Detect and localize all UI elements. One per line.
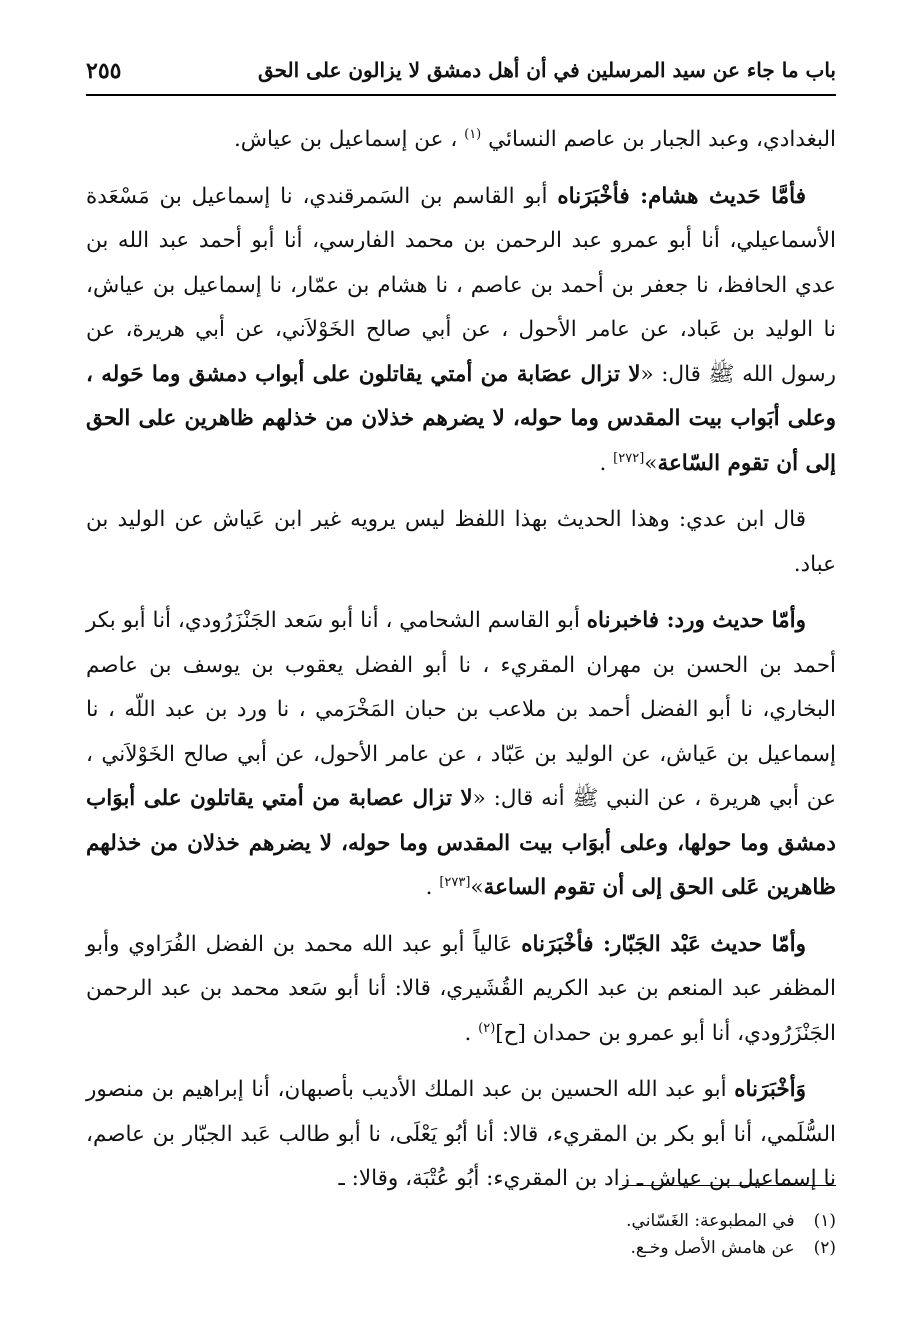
chapter-title: باب ما جاء عن سيد المرسلين في أن أهل دمشق لا يزالون على الحق [257,58,836,82]
page-number: ٢٥٥ [86,58,122,84]
footnote-separator [622,1185,836,1186]
footnotes [300,1208,836,1262]
reference-marker: (١) [464,126,482,142]
reference-marker: [٢٧٣] [439,874,471,890]
reference-marker: [٢٧٢] [613,450,645,466]
main-text [86,118,836,1214]
footnote-text: عن هامش الأصل وخـع. [630,1238,795,1258]
paragraph [86,175,836,487]
paragraph [86,923,836,1057]
footnote-text: في المطبوعة: الغَسّاني. [626,1211,795,1231]
header-rule [86,94,836,96]
text-run: أبو القاسم الشحامي ، أنا أبو سَعد الجَنْزَرُودي، أنا أبو بكر أحمد بن الحسن بن مهران المقريء ، نا أبو الفضل يعقوب بن يوسف بن عاصم البخاري، نا أبو الفضل أحمد بن ملاعب بن حبان المَخْرَمي ، نا ورد بن عبد اللّه ، نا إسماعيل بن عَياش، عن الوليد بن عَبّاد ، عن عامر الأحول، عن أبي صالح الخَوْلاَني ، عن أبي هريرة ، عن النبي ﷺ أنه قال: « [86,608,837,811]
text-run: أبو عبد الله الحسين بن عبد الملك الأديب بأصبهان، أنا إبراهيم بن منصور السُّلَمي، أنا أبو بكر بن المقريء، قالا: أنا أبُو يَعْلَى، نا أبو طالب عَبد الجبّار بن عاصم، نا إسماعيل بن عياش ـ زاد بن المقريء: أبُو عُتْبَة، وقالا: ـ [86,1077,836,1191]
text-run: . [425,875,440,900]
bold-text: لا تزال عصابة من أمتي يقاتلون على أبوَاب دمشق وما حولها، وعلى أبوَاب بيت المقدس وما حوله، لا يضرهم خذلان من خذلهم ظاهرين عَلى الحق إلى أن تقوم الساعة [86,786,836,900]
footnote-number: (١) [813,1211,836,1231]
bold-text: لا تزال عصَابة من أمتي يقاتلون على أبواب دمشق وما حَوله ، وعلى أبَواب بيت المقدس وما حوله، لا يضرهم خذلان من خذلهم ظاهرين على الحق إلى أن تقوم السّاعة [86,361,836,476]
footnote-1 [300,1208,836,1235]
paragraph [86,599,836,911]
paragraph [86,1068,836,1202]
bold-text: وأمّا حديث ورد: فاخبرناه [586,608,806,633]
paragraph [86,118,836,163]
bold-text: وأمّا حديث عَبْد الجَبّار: فأخْبَرَناه [521,931,807,957]
text-run: البغدادي، وعبد الجبار بن عاصم النسائي [481,127,836,152]
paragraph [86,498,836,587]
reference-marker: (٢) [478,1020,496,1036]
text-run: » [644,450,658,476]
footnote-2 [300,1235,836,1262]
text-run: . [464,1020,479,1046]
running-header [86,58,836,88]
bold-text: وَأخْبَرَناه [734,1077,806,1102]
text-run: . [599,450,614,476]
text-run: قال ابن عدي: وهذا الحديث بهذا اللفظ ليس يرويه غير ابن عَياش عن الوليد بن عباد. [86,507,836,577]
text-run: أبو القاسم بن السَمرقندي، نا إسماعيل بن مَسْعَدة الأسماعيلي، أنا أبو عمرو عبد الرحمن بن محمد الفارسي، أنا أبو أحمد عبد الله بن عدي الحافظ، نا جعفر بن أحمد بن عاصم ، نا هشام بن عمّار، نا إسماعيل بن عياش، نا الوليد بن عَباد، عن عامر الأحول ، عن أبي صالح الخَوْلاَني، عن أبي هريرة، عن رسول الله ﷺ قال: « [86,183,836,387]
text-run: عَالياً أبو عبد الله محمد بن الفضل الفُرَاوي وأبو المظفر عبد المنعم بن عبد الكريم القُشَيري، قالا: أنا أبو سَعد محمد بن عبد الرحمن الجَنْزَرُودي، أنا أبو عمرو بن حمدان [ح] [86,931,836,1046]
bold-text: فأمَّا حَديث هشام: فأخْبَرَناه [557,183,807,209]
footnote-number: (٢) [813,1238,836,1258]
text-run: » [470,875,484,900]
text-run: ، عن إسماعيل بن عياش. [233,127,465,152]
